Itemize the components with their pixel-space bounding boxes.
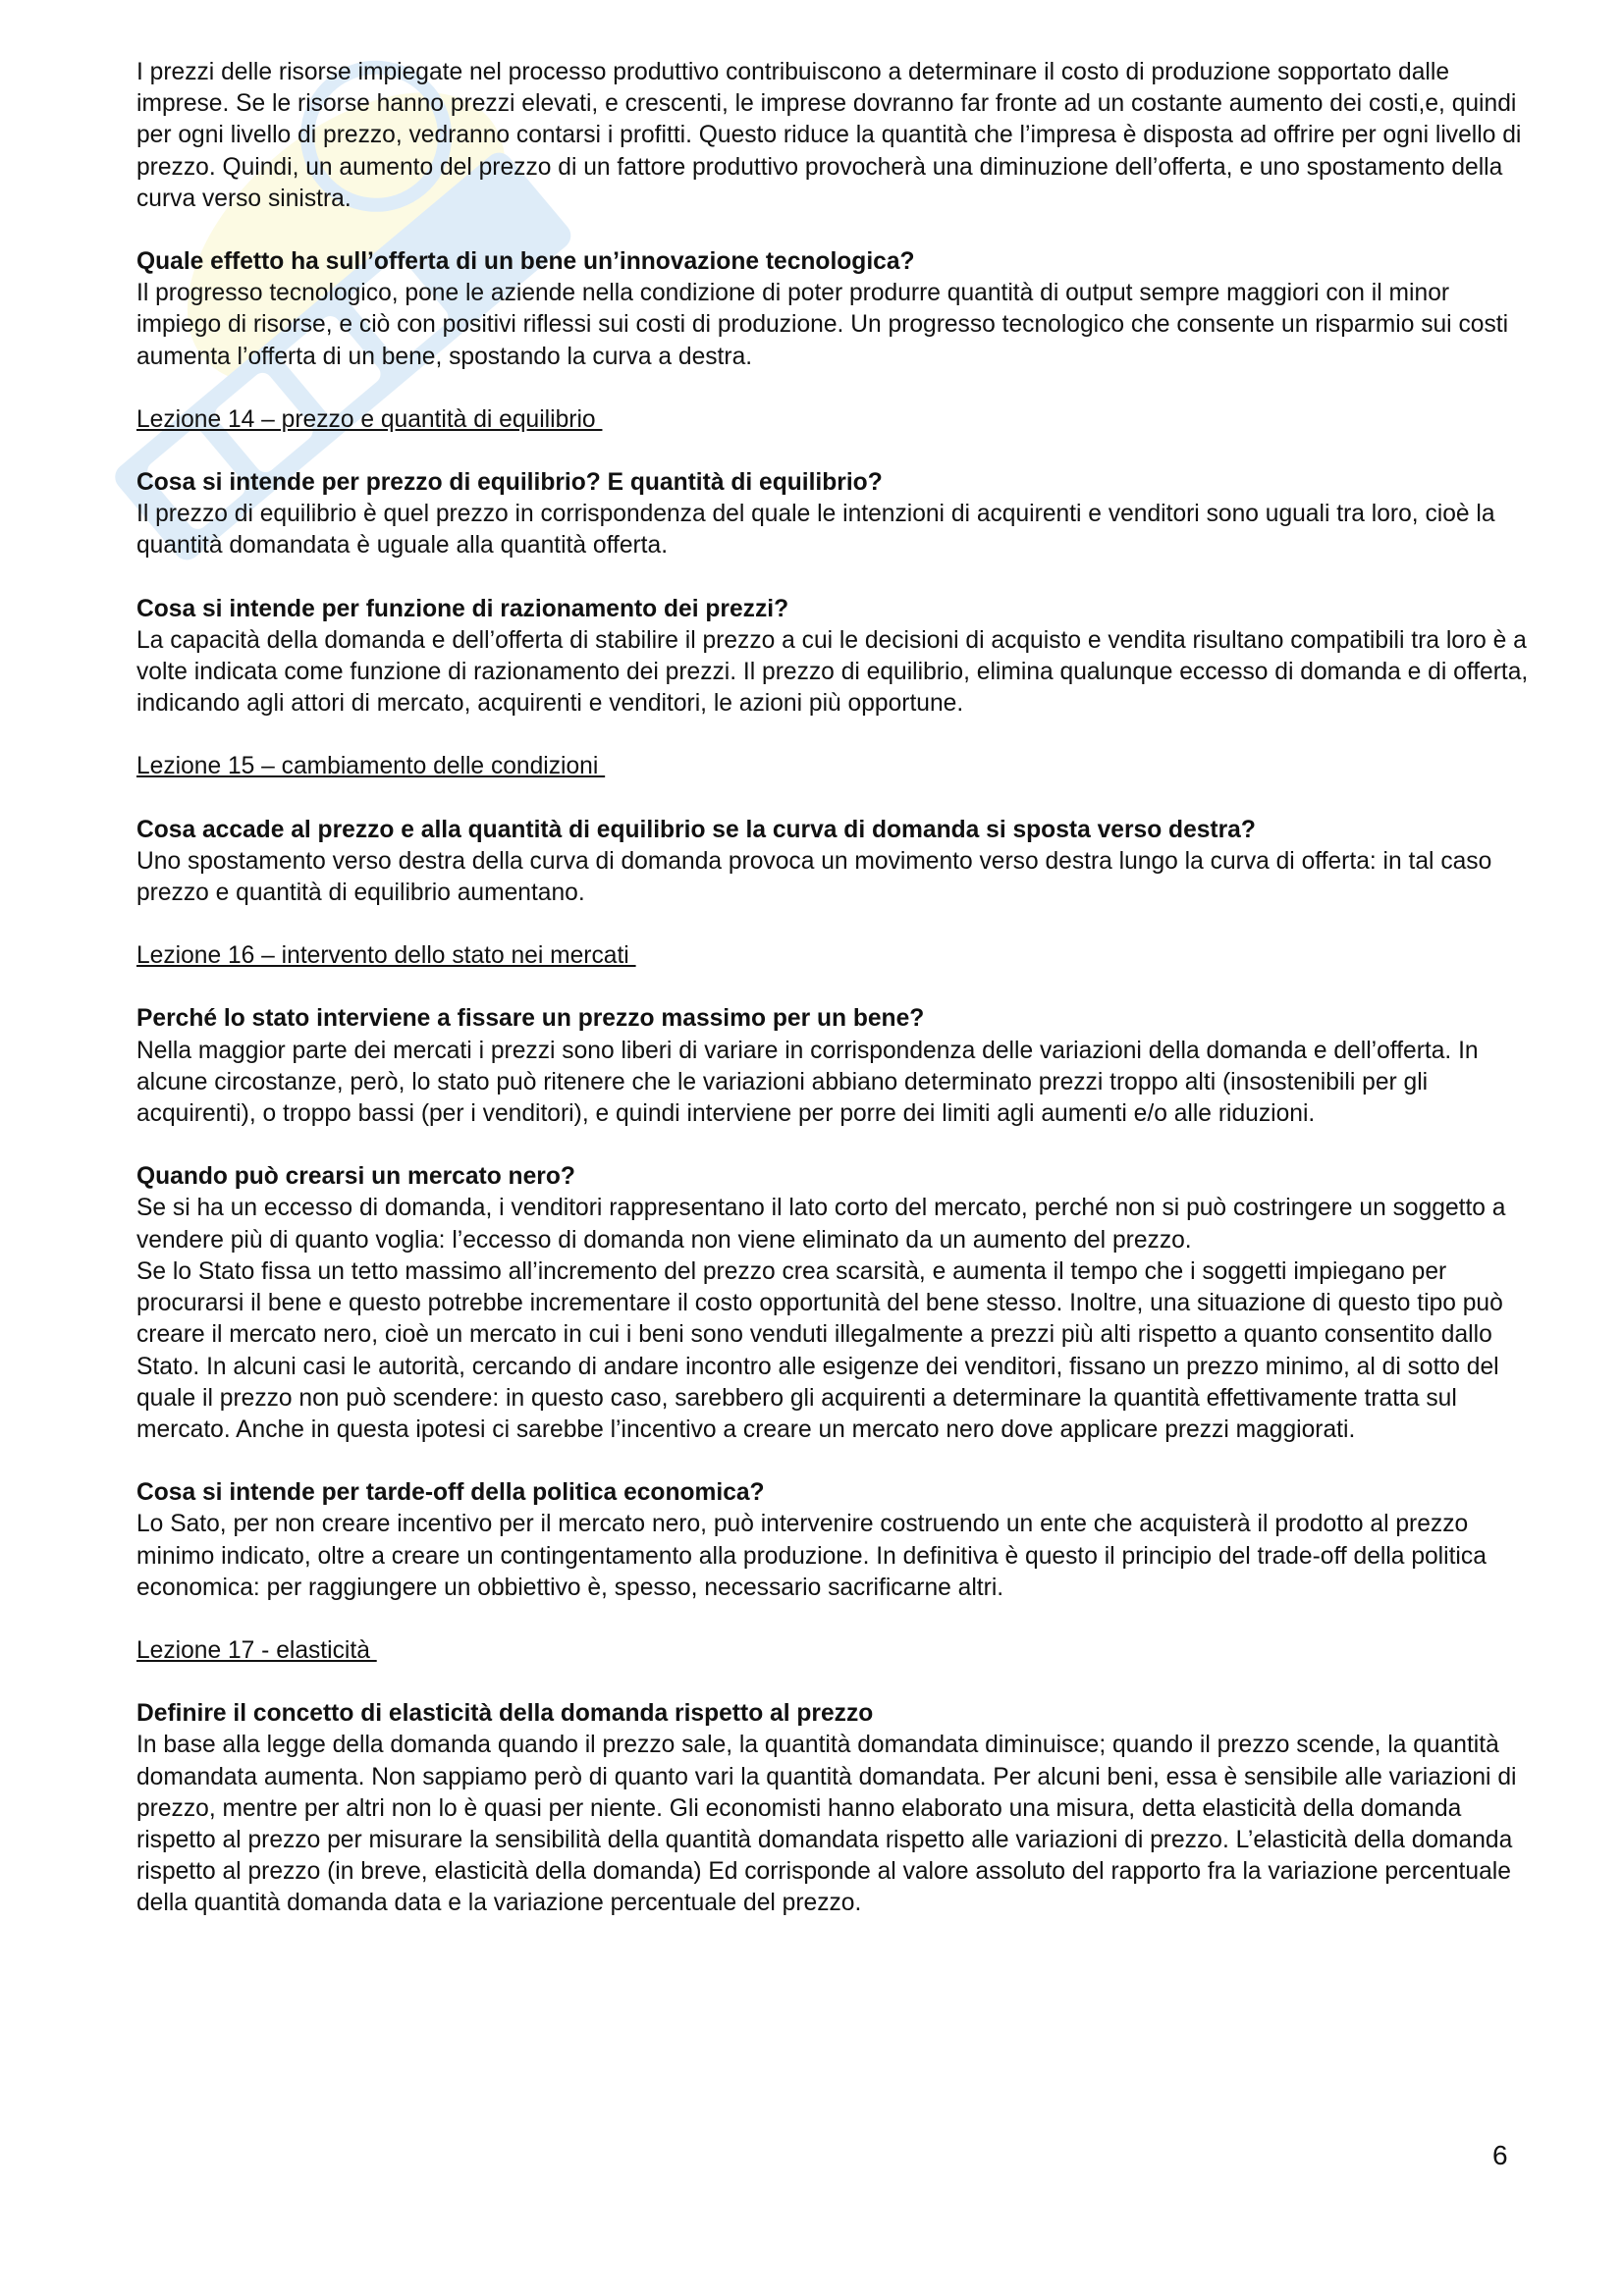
answer-text: Se si ha un eccesso di domanda, i venditori rappresentano il lato corto del mercato, perché non si può costringere un soggetto a vendere più di quanto voglia: l’eccesso di domanda non viene eliminato da un aumento del prezzo. xyxy=(136,1195,1506,1254)
question-answer-block xyxy=(136,815,1531,910)
question-heading: Cosa si intende per prezzo di equilibrio? E quantità di equilibrio? xyxy=(136,469,883,497)
answer-text: Nella maggior parte dei mercati i prezzi sono liberi di variare in corrispondenza delle variazioni della domanda e dell’offerta. In alcune circostanze, però, lo stato può ritenere che le variazioni abbiano determinato prezzi troppo alti (insostenibili per gli acquirenti), o troppo bassi (per i venditori), e quindi interviene per porre dei limiti agli aumenti e/o alle riduzioni. xyxy=(136,1037,1479,1128)
lesson-heading: Lezione 16 – intervento dello stato nei mercati xyxy=(136,942,636,970)
question-answer-block xyxy=(136,594,1531,721)
page-number: 6 xyxy=(1492,2140,1508,2170)
body-paragraph: I prezzi delle risorse impiegate nel processo produttivo contribuiscono a determinare il costo di produzione sopportato dalle imprese. Se le risorse hanno prezzi elevati, e crescenti, le imprese dovranno far fronte ad un costante aumento dei costi,e, quindi per ogni livello di prezzo, vedranno contarsi i profitti. Questo riduce la quantità che l’impresa è disposta ad offrire per ogni livello di prezzo. Quindi, un aumento del prezzo di un fattore produttivo provocherà una diminuzione dell’offerta, e uno spostamento della curva verso sinistra. xyxy=(136,59,1522,212)
answer-text: Lo Sato, per non creare incentivo per il mercato nero, può intervenire costruendo un ente che acquisterà il prodotto al prezzo minimo indicato, oltre a creare un contingentamento alla produzione. In definitiva è questo il principio del trade-off della politica economica: per raggiungere un obbiettivo è, spesso, necessario sacrificarne altri. xyxy=(136,1511,1487,1601)
question-heading: Perché lo stato interviene a fissare un prezzo massimo per un bene? xyxy=(136,1005,925,1033)
question-answer-block xyxy=(136,1161,1531,1446)
question-heading: Definire il concetto di elasticità della domanda rispetto al prezzo xyxy=(136,1700,874,1728)
answer-text: Il progresso tecnologico, pone le aziende nella condizione di poter produrre quantità di output sempre maggiori con il minor impiego di risorse, e ciò con positivi riflessi sui costi di produzione. Un progresso tecnologico che consente un risparmio sui costi aumenta l’offerta di un bene, spostando la curva a destra. xyxy=(136,280,1509,370)
question-answer-block xyxy=(136,1698,1531,1919)
lesson-heading: Lezione 14 – prezzo e quantità di equilibrio xyxy=(136,405,603,433)
answer-text: Il prezzo di equilibrio è quel prezzo in corrispondenza del quale le intenzioni di acquirenti e venditori sono uguali tra loro, cioè la quantità domandata è uguale alla quantità offerta. xyxy=(136,501,1495,560)
answer-text: In base alla legge della domanda quando il prezzo sale, la quantità domandata diminuisce; quando il prezzo scende, la quantità domandata aumenta. Non sappiamo però di quanto vari la quantità domandata. Per alcuni beni, essa è sensibile alle variazioni di prezzo, mentre per altri non lo è quasi per niente. Gli economisti hanno elaborato una misura, detta elasticità della domanda rispetto al prezzo per misurare la sensibilità della quantità domandata rispetto alle variazioni di prezzo. L’elasticità della domanda rispetto al prezzo (in breve, elasticità della domanda) Ed corrisponde al valore assoluto del rapporto fra la variazione percentuale della quantità domanda data e la variazione percentuale del prezzo. xyxy=(136,1732,1517,1917)
question-heading: Quale effetto ha sull’offerta di un bene un’innovazione tecnologica? xyxy=(136,248,915,276)
question-heading: Cosa si intende per funzione di razionamento dei prezzi? xyxy=(136,595,789,622)
question-heading: Cosa si intende per tarde-off della politica economica? xyxy=(136,1479,765,1507)
answer-text: Uno spostamento verso destra della curva di domanda provoca un movimento verso destra lungo la curva di offerta: in tal caso prezzo e quantità di equilibrio aumentano. xyxy=(136,847,1492,907)
question-heading: Quando può crearsi un mercato nero? xyxy=(136,1163,575,1191)
question-answer-block xyxy=(136,246,1531,373)
question-answer-block xyxy=(136,1003,1531,1130)
document-body xyxy=(136,57,1531,1951)
question-answer-block xyxy=(136,467,1531,562)
answer-text: Se lo Stato fissa un tetto massimo all’incremento del prezzo crea scarsità, e aumenta il tempo che i soggetti impiegano per procurarsi il bene e questo potrebbe incrementare il costo opportunità del bene stesso. Inoltre, una situazione di questo tipo può creare il mercato nero, cioè un mercato in cui i beni sono venduti illegalmente a prezzi più alti rispetto a quanto consentito dallo Stato. In alcuni casi le autorità, cercando di andare incontro alle esigenze dei venditori, fissano un prezzo minimo, al di sotto del quale il prezzo non può scendere: in questo caso, sarebbero gli acquirenti a determinare la quantità effettivamente tratta sul mercato. Anche in questa ipotesi ci sarebbe l’incentivo a creare un mercato nero dove applicare prezzi maggiorati. xyxy=(136,1257,1503,1443)
question-heading: Cosa accade al prezzo e alla quantità di equilibrio se la curva di domanda si sposta verso destra? xyxy=(136,816,1256,843)
lesson-heading: Lezione 15 – cambiamento delle condizioni xyxy=(136,753,606,780)
answer-text: La capacità della domanda e dell’offerta di stabilire il prezzo a cui le decisioni di acquisto e vendita risultano compatibili tra loro è a volte indicata come funzione di razionamento dei prezzi. Il prezzo di equilibrio, elimina qualunque eccesso di domanda e di offerta, indicando agli attori di mercato, acquirenti e venditori, le azioni più opportune. xyxy=(136,626,1529,718)
lesson-heading: Lezione 17 - elasticità xyxy=(136,1636,377,1664)
question-answer-block xyxy=(136,1477,1531,1604)
